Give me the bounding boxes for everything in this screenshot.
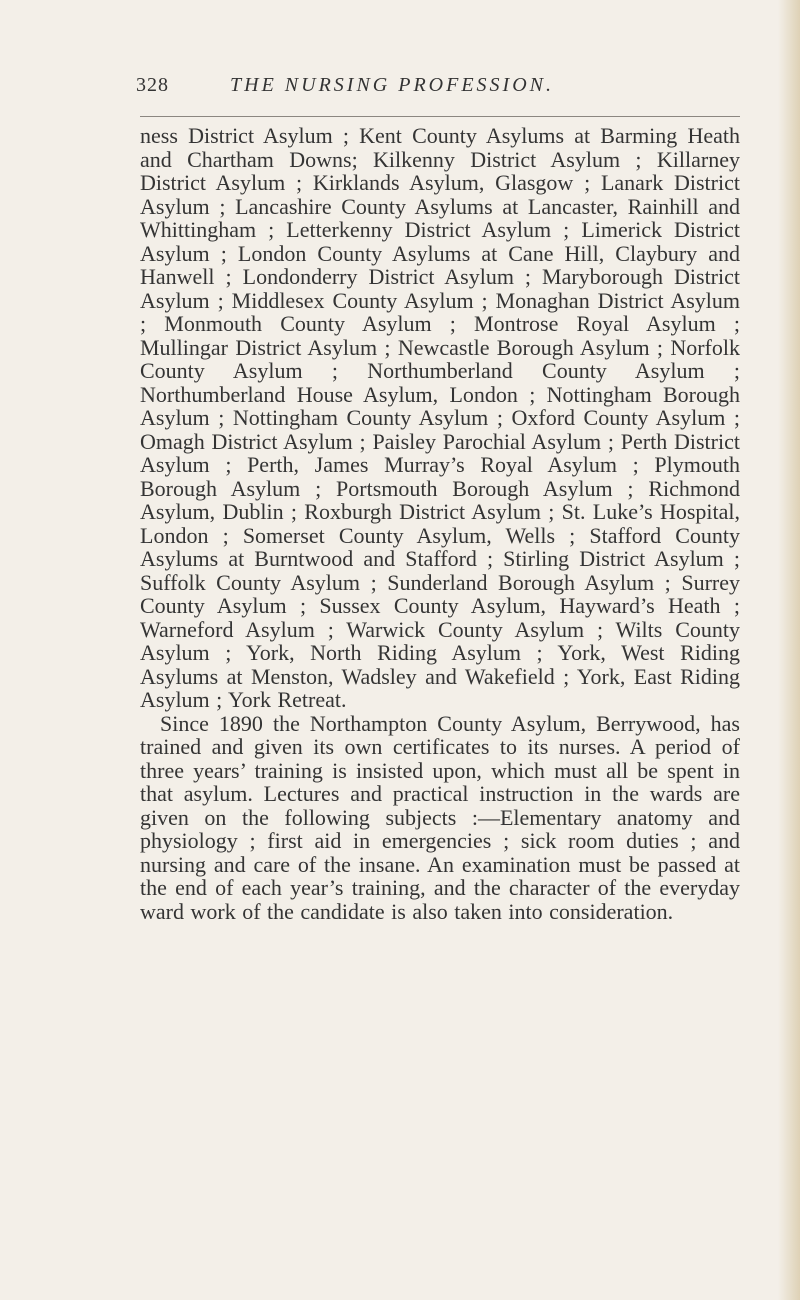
page-number: 328 [136, 74, 169, 96]
paragraph-asylum-list: ness District Asylum ; Kent County Asylums at Barming Heath and Chartham Downs; Kilkenny District Asylum ; Killarney District Asylum ; Kirklands Asylum, Glasgow ; Lanark District Asylum ; Lancashire County Asylums at Lancaster, Rainhill and Whittingham ; Letterkenny District Asylum ; Limerick District Asylum ; London County Asylums at Cane Hill, Claybury and Hanwell ; Londonderry District Asylum ; Maryborough District Asylum ; Middlesex County Asylum ; Monaghan District Asylum ; Monmouth County Asylum ; Montrose Royal Asylum ; Mullingar District Asylum ; Newcastle Borough Asylum ; Norfolk County Asylum ; Northumberland County Asylum ; Northumberland House Asylum, London ; Nottingham Borough Asylum ; Nottingham County Asylum ; Oxford County Asylum ; Omagh District Asylum ; Paisley Parochial Asylum ; Perth District Asylum ; Perth, James Murray’s Royal Asylum ; Plymouth Borough Asylum ; Portsmouth Borough Asylum ; Richmond Asylum, Dublin ; Roxburgh District Asylum ; St. Luke’s Hospital, London ; Somerset County Asylum, Wells ; Stafford County Asylums at Burntwood and Stafford ; Stirling District Asylum ; Suffolk County Asylum ; Sunderland Borough Asylum ; Surrey County Asylum ; Sussex County Asylum, Hayward’s Heath ; Warneford Asylum ; Warwick County Asylum ; Wilts County Asylum ; York, North Riding Asylum ; York, West Riding Asylums at Menston, Wadsley and Wakefield ; York, East Riding Asylum ; York Retreat. [140, 123, 740, 712]
paragraph-northampton: Since 1890 the Northampton County Asylum, Berrywood, has trained and given its own certificates to its nurses. A period of three years’ training is insisted upon, which must all be spent in that asylum. Lectures and practical instruction in the wards are given on the following subjects :—Elementary anatomy and physiology ; first aid in emergencies ; sick room duties ; and nursing and care of the insane. An examination must be passed at the end of each year’s training, and the character of the everyday ward work of the candidate is also taken into consideration. [140, 710, 740, 924]
body-text [140, 124, 740, 923]
header-rule [140, 116, 740, 117]
running-title: THE NURSING PROFESSION. [230, 74, 554, 96]
page-edge [778, 0, 800, 1300]
page-header [136, 74, 740, 106]
